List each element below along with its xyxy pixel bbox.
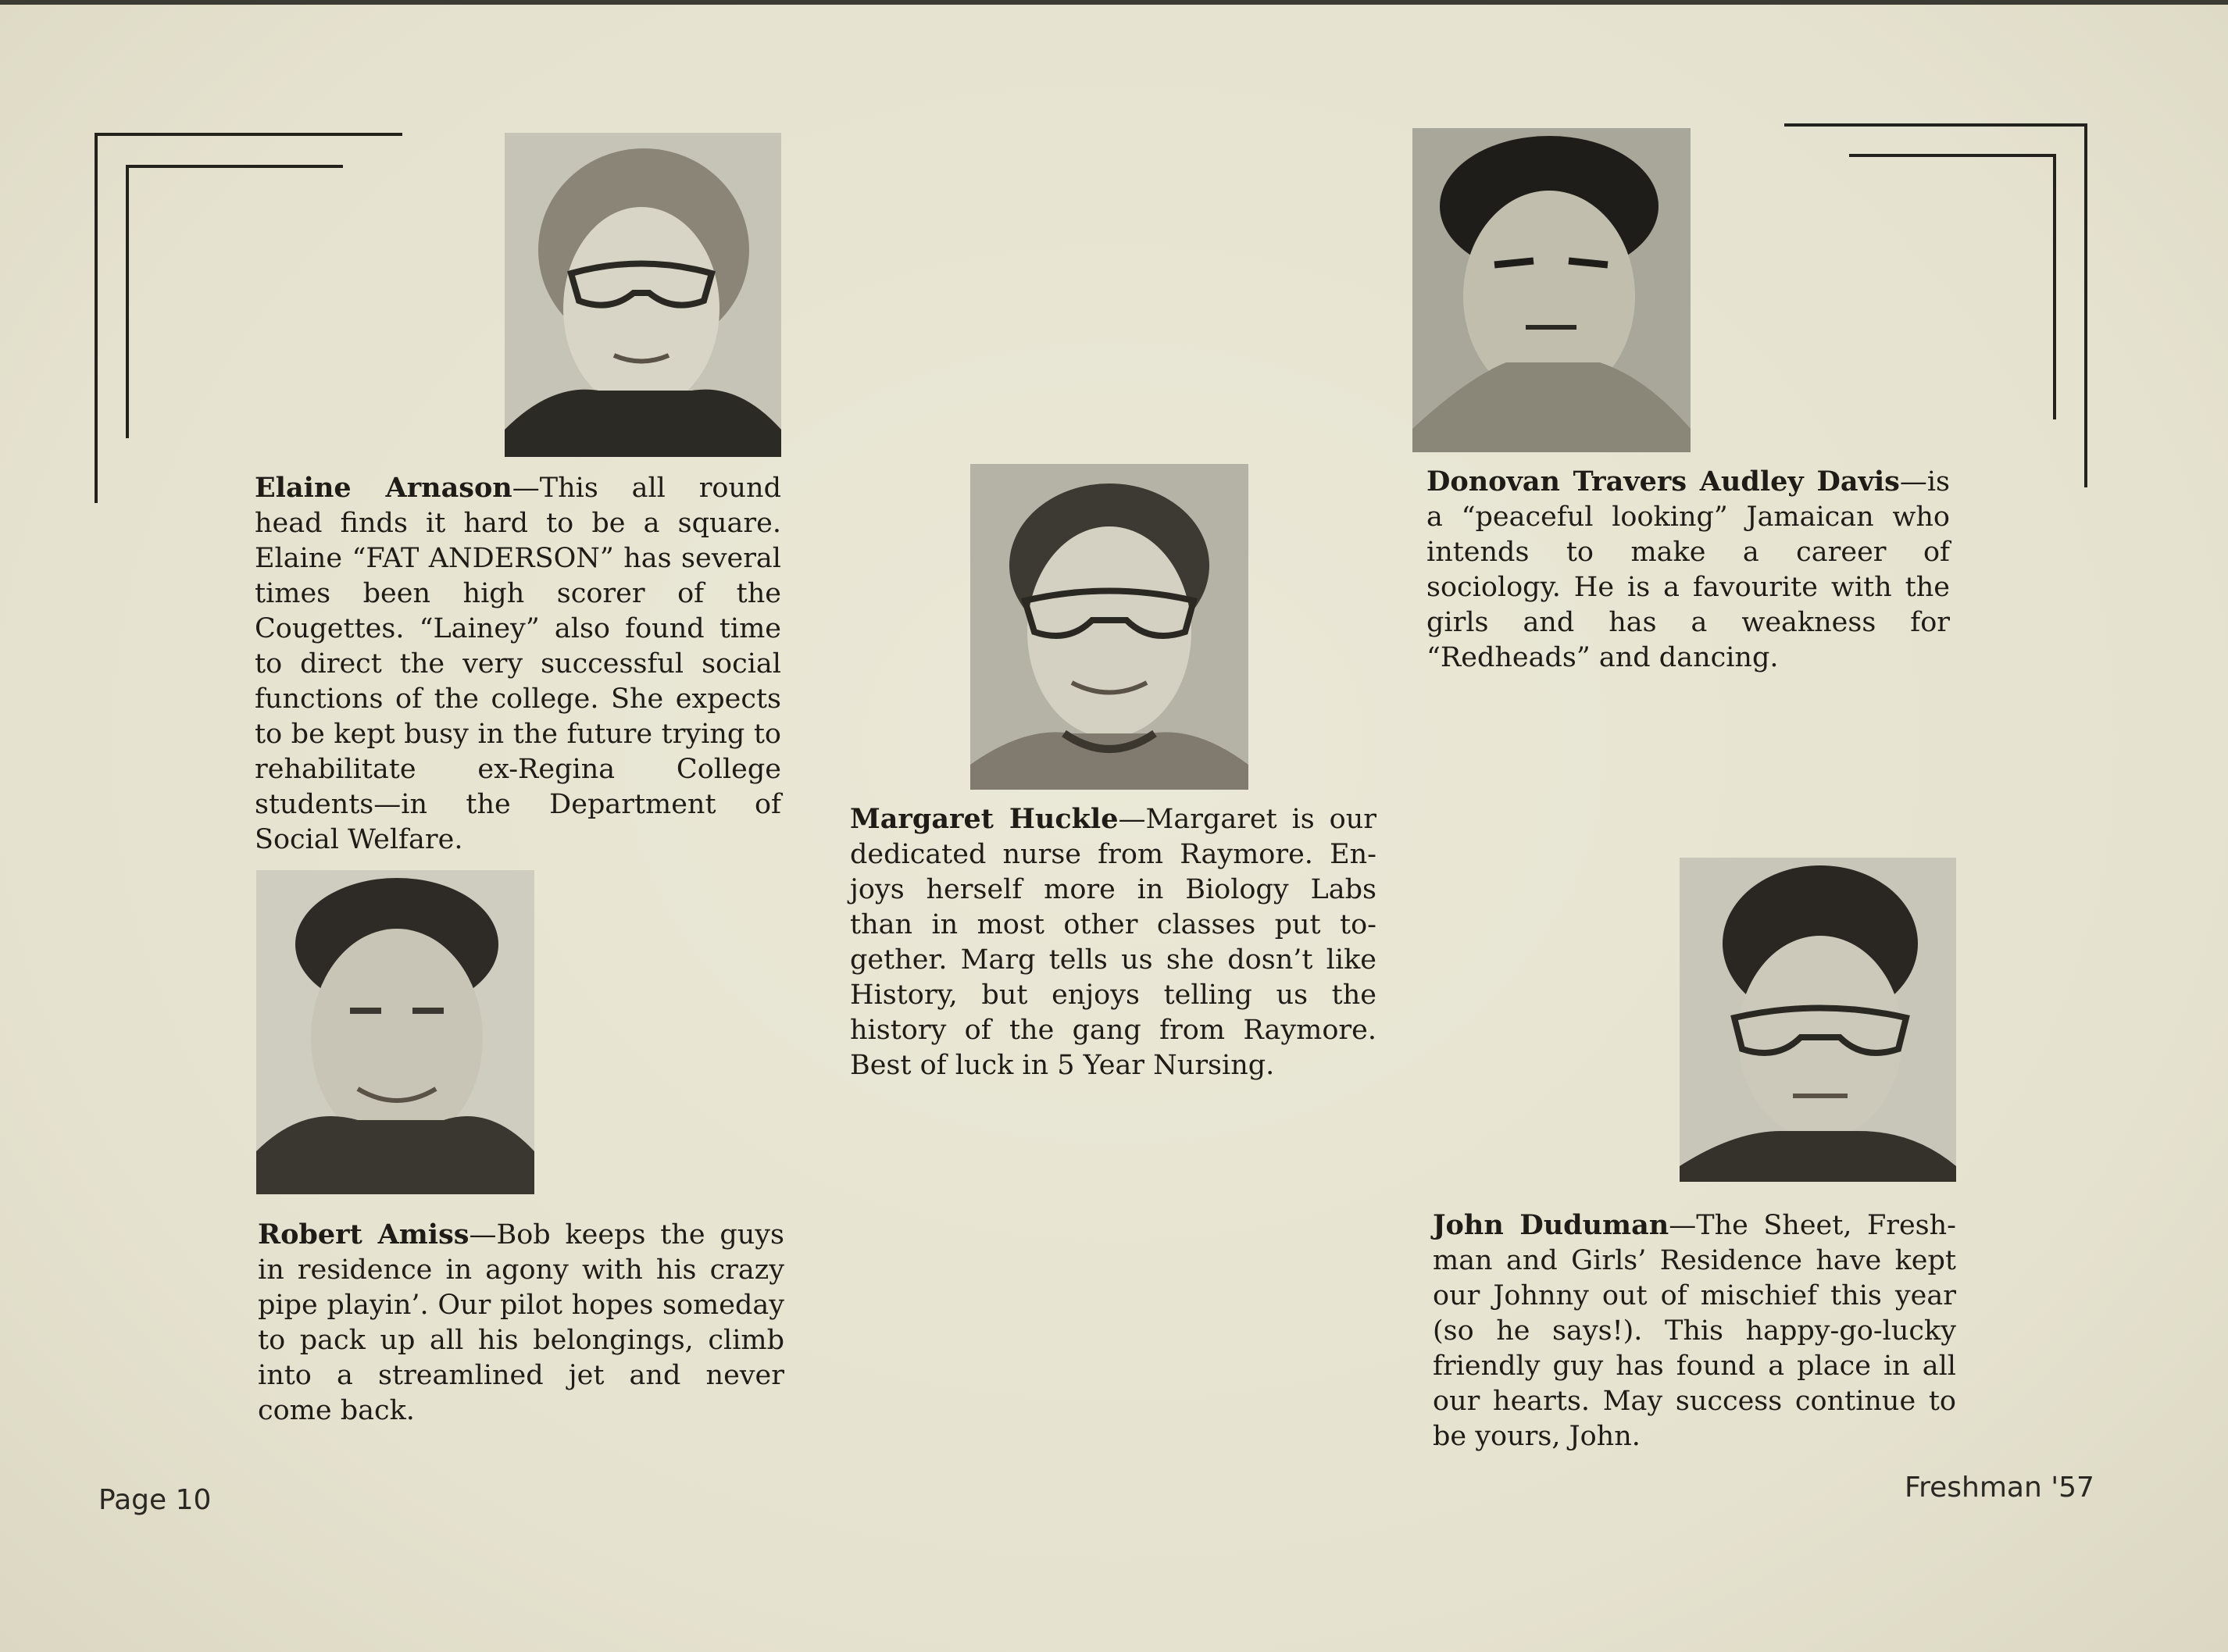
portrait-photo-elaine	[505, 133, 781, 457]
bio-name-robert: Robert Amiss	[258, 1218, 470, 1251]
bio-margaret	[850, 801, 1376, 1083]
portrait-photo-donovan	[1412, 128, 1691, 452]
corner-rule-right-outer-v	[2084, 123, 2087, 487]
bio-name-donovan: Donovan Travers Audley Davis	[1426, 466, 1900, 498]
bio-donovan	[1426, 464, 1950, 676]
bio-text-elaine: —This all round head finds it hard to be a square. Elaine “FAT ANDERSON” has several times been high scorer of the Cougettes. “Lainey” also found time to direct the very successful social functions of the college. She expects to be kept busy in the future trying to rehabilitate ex-Regina College students—in the Department of Social Welfare.	[255, 473, 781, 855]
page-number: Page 10	[98, 1484, 212, 1516]
bio-robert	[258, 1217, 784, 1429]
bio-elaine	[255, 470, 781, 858]
bio-text-john: —The Sheet, Freshman and Girls’ Residence have kept our Johnny out of mischief this year (so he says!). This happy-go-lucky friendly guy has found a place in all our hearts. May success continue to be yours, John.	[1433, 1210, 1956, 1452]
corner-rule-left-outer-v	[95, 133, 98, 503]
portrait-photo-robert	[256, 870, 534, 1194]
bio-name-elaine: Elaine Arnason	[255, 472, 512, 504]
portrait-photo-margaret	[970, 464, 1248, 790]
corner-rule-left-outer-h	[95, 133, 402, 136]
bio-text-margaret: —Margaret is our dedicated nurse from Raymore. Enjoys herself more in Biology Labs than in most other classes put together. Marg tells us she dosn’t like History, but enjoys telling us the history of the gang from Raymore. Best of luck in 5 Year Nursing.	[850, 804, 1376, 1081]
bio-text-donovan: —is a “peaceful looking” Jamaican who intends to make a career of sociology. He is a favourite with the girls and has a weakness for “Redheads” and dancing.	[1426, 466, 1950, 673]
corner-rule-right-inner-h	[1849, 154, 2055, 157]
bio-text-robert: —Bob keeps the guys in residence in agony with his crazy pipe playin’. Our pilot hopes someday to pack up all his belongings, climb into a streamlined jet and never come back.	[258, 1219, 784, 1426]
yearbook-title-footer: Freshman '57	[1905, 1472, 2094, 1504]
bio-john	[1433, 1208, 1956, 1454]
portrait-photo-john	[1680, 858, 1956, 1182]
corner-rule-left-inner-v	[126, 165, 129, 438]
corner-rule-left-inner-h	[126, 165, 343, 168]
corner-rule-right-inner-v	[2053, 154, 2056, 419]
scan-top-edge	[0, 0, 2228, 5]
bio-name-margaret: Margaret Huckle	[850, 803, 1119, 835]
corner-rule-right-outer-h	[1784, 123, 2087, 127]
bio-name-john: John Duduman	[1433, 1209, 1669, 1241]
